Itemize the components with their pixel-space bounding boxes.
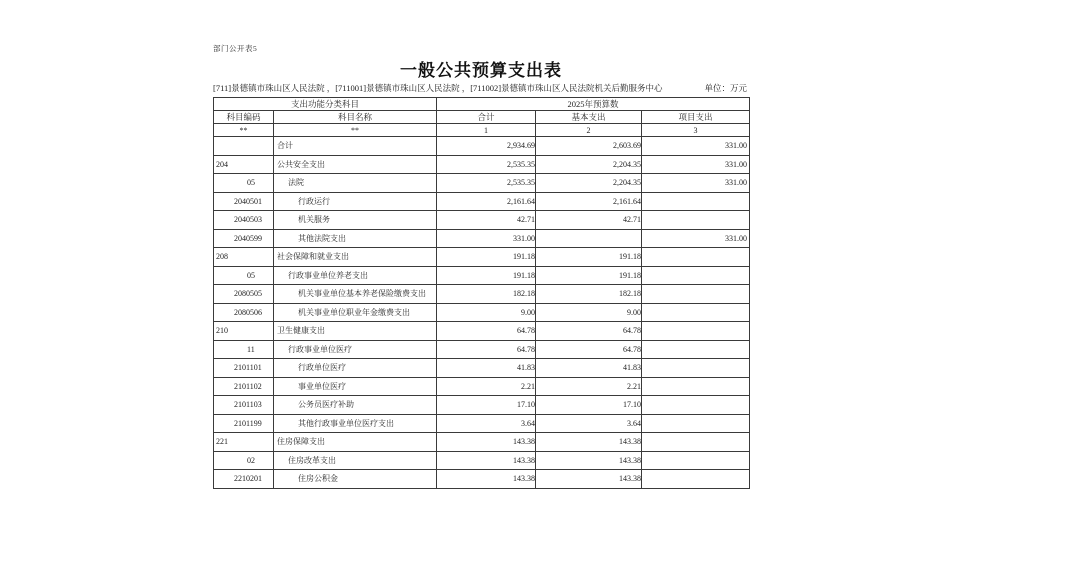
cell-project [642,414,750,433]
cell-project [642,433,750,452]
cell-code [214,137,274,156]
table-row [214,137,750,156]
cell-basic: 2,603.69 [536,137,642,156]
cell-name: 事业单位医疗 [274,377,437,396]
cell-project [642,303,750,322]
cell-project [642,285,750,304]
header-sub-code: ** [214,124,274,137]
cell-project [642,340,750,359]
cell-total: 2,161.64 [437,192,536,211]
cell-basic: 17.10 [536,396,642,415]
unit-label: 单位：万元 [704,83,747,93]
table-row [214,340,750,359]
cell-project [642,322,750,341]
header-group-row [214,98,750,111]
organization-list: [711]景德镇市珠山区人民法院 ，[711001]景德镇市珠山区人民法院 ，[711002]景德镇市珠山区人民法院机关后勤服务中心 [213,83,663,93]
cell-total: 2,934.69 [437,137,536,156]
cell-code: 208 [214,248,274,267]
cell-name: 行政事业单位养老支出 [274,266,437,285]
table-row [214,303,750,322]
table-row [214,377,750,396]
cell-code: 204 [214,155,274,174]
table-row [214,174,750,193]
cell-project [642,211,750,230]
sheet-label: 部门公开表5 [213,44,258,53]
cell-code: 05 [214,174,274,193]
cell-total: 2.21 [437,377,536,396]
cell-total: 191.18 [437,266,536,285]
cell-code: 2040599 [214,229,274,248]
cell-name: 其他法院支出 [274,229,437,248]
budget-table [213,97,750,489]
cell-basic: 143.38 [536,433,642,452]
cell-project [642,470,750,489]
cell-code: 2040501 [214,192,274,211]
cell-name: 住房保障支出 [274,433,437,452]
cell-code: 05 [214,266,274,285]
cell-total: 42.71 [437,211,536,230]
header-sub-name: ** [274,124,437,137]
cell-total: 17.10 [437,396,536,415]
cell-project [642,359,750,378]
cell-basic: 9.00 [536,303,642,322]
cell-name: 行政事业单位医疗 [274,340,437,359]
cell-project [642,451,750,470]
header-sub-basic: 2 [536,124,642,137]
cell-total: 64.78 [437,340,536,359]
cell-basic: 182.18 [536,285,642,304]
table-row [214,396,750,415]
cell-total: 331.00 [437,229,536,248]
cell-name: 机关事业单位职业年金缴费支出 [274,303,437,322]
cell-basic: 2,161.64 [536,192,642,211]
cell-name: 法院 [274,174,437,193]
table-row [214,433,750,452]
cell-name: 住房公积金 [274,470,437,489]
cell-basic: 191.18 [536,248,642,267]
table-row [214,155,750,174]
cell-basic: 191.18 [536,266,642,285]
cell-project: 331.00 [642,137,750,156]
table-row [214,414,750,433]
table-row [214,229,750,248]
cell-code: 2080506 [214,303,274,322]
cell-code: 2101199 [214,414,274,433]
cell-code: 2101103 [214,396,274,415]
table-body [214,137,750,489]
cell-name: 机关事业单位基本养老保险缴费支出 [274,285,437,304]
header-columns-row [214,111,750,124]
cell-basic: 3.64 [536,414,642,433]
cell-project [642,266,750,285]
cell-basic: 143.38 [536,470,642,489]
cell-name: 公共安全支出 [274,155,437,174]
cell-total: 2,535.35 [437,155,536,174]
table-header [214,98,750,137]
table-row [214,451,750,470]
header-budget-group: 2025年预算数 [437,98,750,111]
cell-total: 143.38 [437,470,536,489]
cell-name: 其他行政事业单位医疗支出 [274,414,437,433]
cell-total: 9.00 [437,303,536,322]
table-row [214,266,750,285]
header-col-basic: 基本支出 [536,111,642,124]
cell-basic: 64.78 [536,322,642,341]
cell-code: 210 [214,322,274,341]
cell-name: 卫生健康支出 [274,322,437,341]
cell-name: 行政单位医疗 [274,359,437,378]
cell-total: 3.64 [437,414,536,433]
cell-code: 11 [214,340,274,359]
cell-project [642,377,750,396]
header-col-project: 项目支出 [642,111,750,124]
cell-total: 143.38 [437,433,536,452]
header-col-code: 科目编码 [214,111,274,124]
table-row [214,285,750,304]
cell-name: 合计 [274,137,437,156]
header-col-total: 合计 [437,111,536,124]
cell-basic: 64.78 [536,340,642,359]
header-col-name: 科目名称 [274,111,437,124]
cell-basic: 2,204.35 [536,155,642,174]
cell-total: 2,535.35 [437,174,536,193]
cell-project: 331.00 [642,155,750,174]
cell-total: 182.18 [437,285,536,304]
cell-name: 机关服务 [274,211,437,230]
cell-code: 2101102 [214,377,274,396]
table-row [214,359,750,378]
header-sub-project: 3 [642,124,750,137]
cell-code: 2040503 [214,211,274,230]
table-row [214,211,750,230]
cell-code: 02 [214,451,274,470]
cell-total: 64.78 [437,322,536,341]
table-row [214,248,750,267]
cell-code: 2210201 [214,470,274,489]
cell-project [642,248,750,267]
cell-basic: 143.38 [536,451,642,470]
cell-name: 社会保障和就业支出 [274,248,437,267]
cell-basic: 41.83 [536,359,642,378]
cell-name: 公务员医疗补助 [274,396,437,415]
table-row [214,192,750,211]
cell-project [642,396,750,415]
table-row [214,470,750,489]
cell-code: 2080505 [214,285,274,304]
cell-name: 住房改革支出 [274,451,437,470]
header-subject-group: 支出功能分类科目 [214,98,437,111]
cell-code: 221 [214,433,274,452]
cell-basic [536,229,642,248]
cell-basic: 2.21 [536,377,642,396]
page-title: 一般公共预算支出表 [400,61,562,80]
cell-total: 191.18 [437,248,536,267]
cell-code: 2101101 [214,359,274,378]
cell-project: 331.00 [642,174,750,193]
cell-basic: 2,204.35 [536,174,642,193]
table-row [214,322,750,341]
cell-project [642,192,750,211]
subtitle-row [213,82,749,94]
cell-total: 41.83 [437,359,536,378]
header-sub-total: 1 [437,124,536,137]
cell-basic: 42.71 [536,211,642,230]
cell-total: 143.38 [437,451,536,470]
cell-project: 331.00 [642,229,750,248]
header-sub-row [214,124,750,137]
cell-name: 行政运行 [274,192,437,211]
